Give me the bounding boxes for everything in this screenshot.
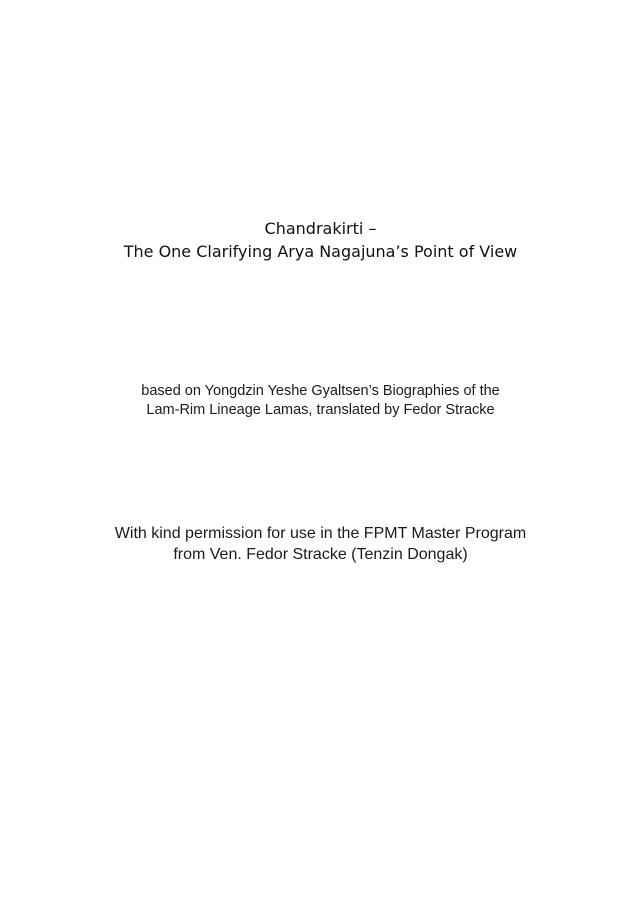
attribution-line-2: Lam-Rim Lineage Lamas, translated by Fedor Stracke [146, 402, 495, 418]
permission-line-2: from Ven. Fedor Stracke (Tenzin Dongak) [173, 546, 468, 563]
attribution-line-1: based on Yongdzin Yeshe Gyaltsen’s Biographies of the [141, 383, 500, 399]
permission-line-1: With kind permission for use in the FPMT Master Program [114, 525, 527, 542]
source-attribution [0, 382, 641, 420]
title-line-2: The One Clarifying Arya Nagajuna’s Point of View [123, 242, 518, 261]
document-title [0, 217, 641, 263]
permission-notice [0, 523, 641, 565]
title-line-1: Chandrakirti – [264, 219, 377, 238]
